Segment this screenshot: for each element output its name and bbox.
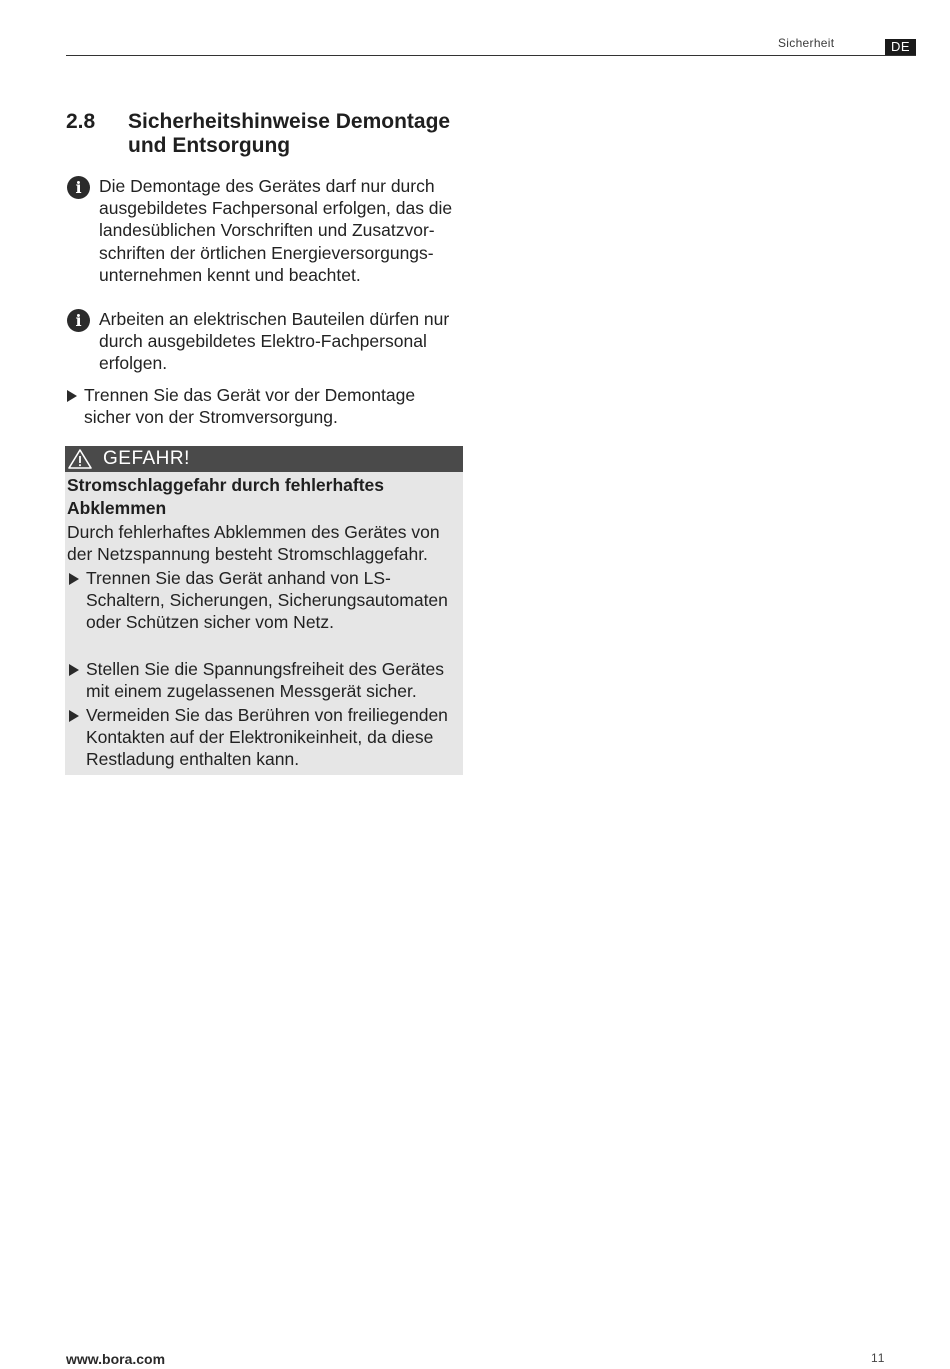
action-step-text: Trennen Sie das Gerät vor der Demontage sicher von der Stromversorgung. [84, 385, 416, 428]
info-icon: i [67, 309, 90, 332]
action-arrow-icon [67, 390, 77, 402]
footer-website-link[interactable]: www.bora.com [66, 1351, 166, 1367]
warning-triangle-icon [67, 448, 93, 470]
language-badge: DE [885, 39, 916, 55]
header-section-label: Sicherheit [778, 36, 835, 50]
danger-header-bar [65, 446, 463, 472]
step-arrow-icon [69, 573, 79, 585]
section-number: 2.8 [66, 110, 96, 133]
danger-step-text: Vermeiden Sie das Berühren von freiliegenden Kontakten auf der Elektronikeinheit, da diese Restladung enthalten kann. [86, 705, 448, 770]
section-title: Sicherheitshinweise Demontage und Entsorgung [128, 110, 451, 157]
step-arrow-icon [69, 710, 79, 722]
step-arrow-icon [69, 664, 79, 676]
page-number: 11 [871, 1351, 886, 1365]
info-icon: i [67, 176, 90, 199]
info-note-text: Die Demontage des Gerätes darf nur durch ausgebildetes Fachpersonal erfolgen, das die landesüblichen Vorschriften und Zusatzvor-schriften der örtlichen Energieversorgungs-unternehmen kennt und beachtet. [99, 176, 453, 285]
danger-title: Stromschlaggefahr durch fehlerhaftes Abklemmen [67, 475, 385, 518]
danger-description: Durch fehlerhaftes Abklemmen des Gerätes von der Netzspannung besteht Stromschlaggefahr. [67, 522, 440, 565]
info-note-text: Arbeiten an elektrischen Bauteilen dürfen nur durch ausgebildetes Elektro-Fachpersonal erfolgen. [99, 309, 450, 374]
header-divider [66, 55, 916, 56]
danger-label: GEFAHR! [103, 448, 190, 469]
danger-step-text: Trennen Sie das Gerät anhand von LS-Schaltern, Sicherungen, Sicherungsautomaten oder Schützen sicher vom Netz. [86, 568, 448, 633]
danger-step-text: Stellen Sie die Spannungsfreiheit des Gerätes mit einem zugelassenen Messgerät sicher. [86, 659, 445, 702]
danger-warning-box [65, 446, 463, 775]
